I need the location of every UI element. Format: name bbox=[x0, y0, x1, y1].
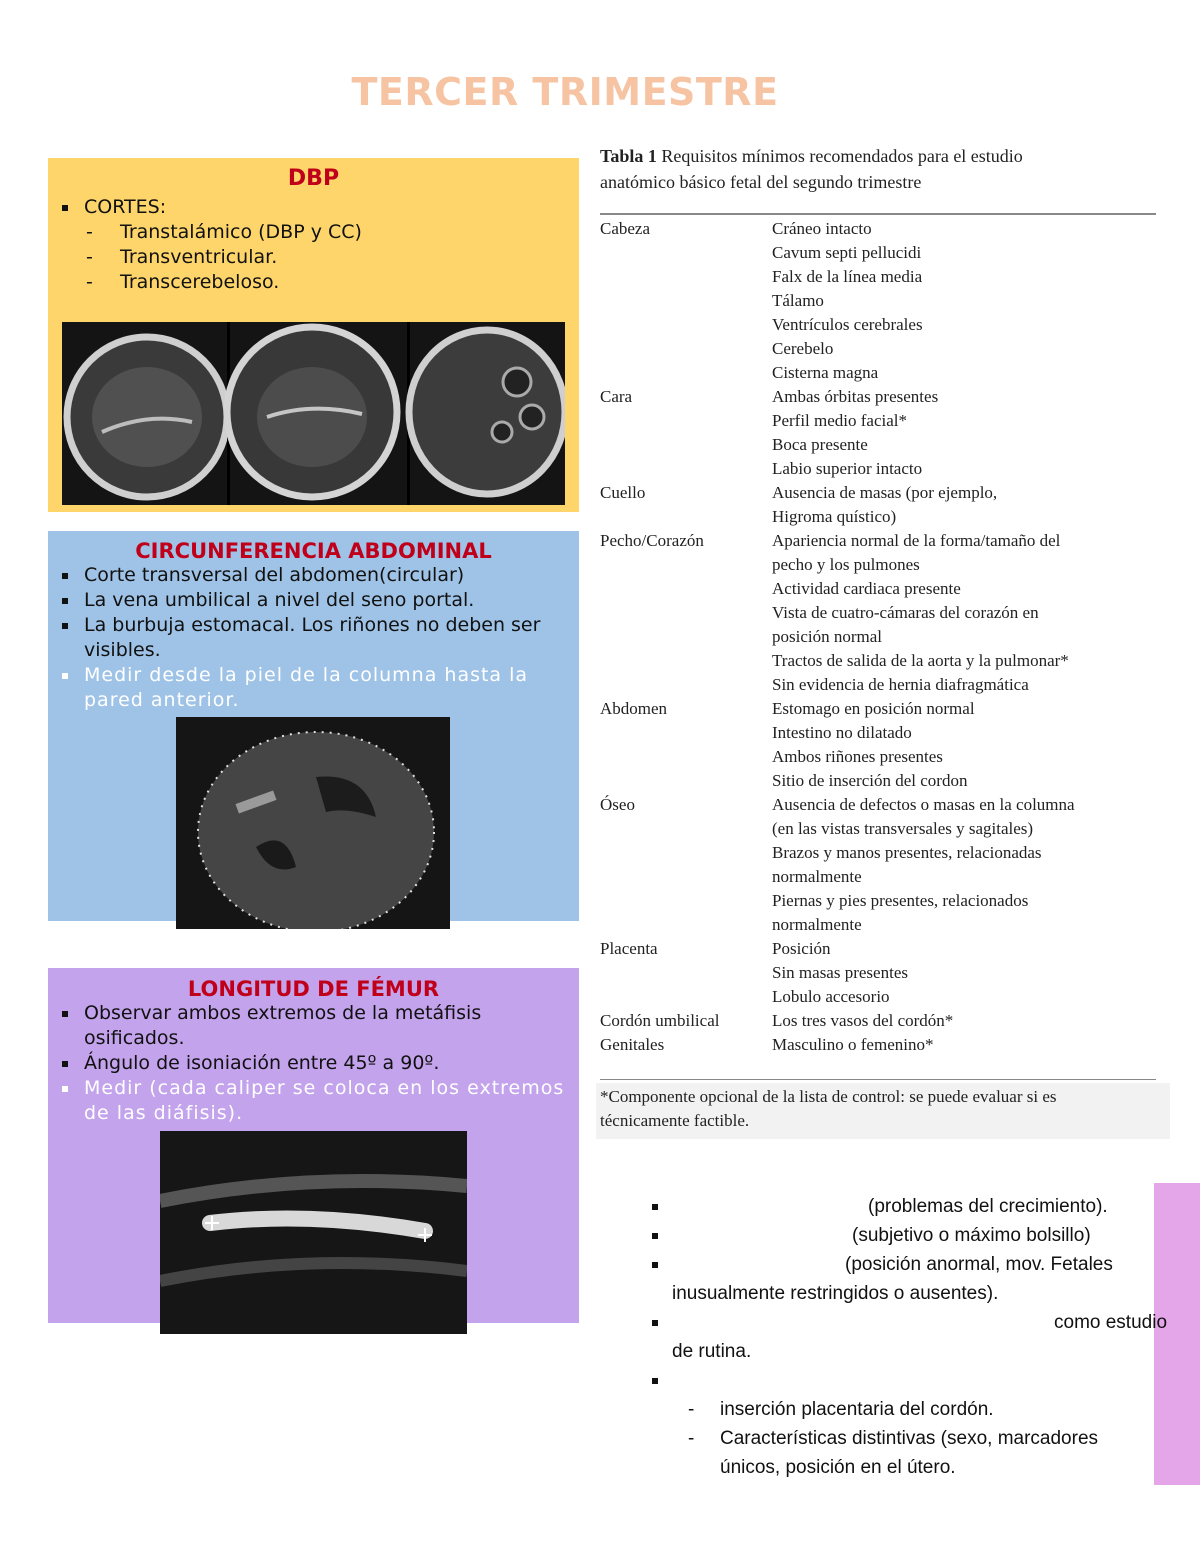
femur-bullet: Observar ambos extremos de la metáfisis osificados. bbox=[48, 1001, 579, 1051]
bullet-square-icon bbox=[652, 1233, 658, 1239]
table-cell-requirement: Vista de cuatro-cámaras del corazón en bbox=[772, 603, 1039, 622]
dbp-ultrasound-image bbox=[62, 322, 565, 505]
table-cell-requirement: Tractos de salida de la aorta y la pulmonar* bbox=[772, 651, 1069, 670]
list-item-continued bbox=[650, 1337, 1190, 1366]
table-row bbox=[600, 385, 1170, 409]
table-cell-category: Cordón umbilical bbox=[600, 1011, 720, 1030]
table-cell-requirement: Sitio de inserción del cordon bbox=[772, 771, 968, 790]
table-row bbox=[600, 649, 1170, 673]
table-cell-requirement: Piernas y pies presentes, relacionados bbox=[772, 891, 1029, 910]
table-row bbox=[600, 409, 1170, 433]
table-row bbox=[600, 313, 1170, 337]
table-row bbox=[600, 577, 1170, 601]
dbp-corte-item: - Transcerebeloso. bbox=[48, 270, 579, 295]
dash-marker: - bbox=[688, 1399, 695, 1420]
requirements-table bbox=[600, 217, 1170, 1057]
table-cell-requirement: Tálamo bbox=[772, 291, 824, 310]
abdominal-heading: CIRCUNFERENCIA ABDOMINAL bbox=[135, 539, 492, 563]
table-footnote-line: técnicamente factible. bbox=[600, 1111, 750, 1130]
table-cell-requirement: Ambas órbitas presentes bbox=[772, 387, 939, 406]
table-row bbox=[600, 601, 1170, 625]
list-item bbox=[650, 1221, 1190, 1250]
table-cell-requirement: Cerebelo bbox=[772, 339, 834, 358]
table-row bbox=[600, 265, 1170, 289]
list-item-text: (subjetivo o máximo bolsillo) bbox=[852, 1225, 1091, 1246]
table-cell-requirement: Intestino no dilatado bbox=[772, 723, 912, 742]
table-row bbox=[600, 625, 1170, 649]
table-cell-requirement: Boca presente bbox=[772, 435, 868, 454]
table-cell-requirement: Ausencia de defectos o masas en la columna bbox=[772, 795, 1075, 814]
sub-item-text: inserción placentaria del cordón. bbox=[720, 1399, 994, 1420]
table-row bbox=[600, 1009, 1170, 1033]
list-item-text: como estudio bbox=[1054, 1312, 1168, 1333]
table-cell-requirement: (en las vistas transversales y sagitales) bbox=[772, 819, 1034, 838]
bullet-square-icon bbox=[652, 1262, 658, 1268]
abdominal-bullets bbox=[48, 563, 579, 713]
sub-item-text: Características distintivas (sexo, marcadores bbox=[720, 1428, 1099, 1449]
table-row bbox=[600, 961, 1170, 985]
table-cell-category: Pecho/Corazón bbox=[600, 531, 704, 550]
table-cell-requirement: Ventrículos cerebrales bbox=[772, 315, 923, 334]
table-row bbox=[600, 769, 1170, 793]
dbp-heading: DBP bbox=[287, 166, 340, 191]
dbp-corte-item: - Transtalámico (DBP y CC) bbox=[48, 220, 579, 245]
table-cell-requirement: Ausencia de masas (por ejemplo, bbox=[772, 483, 998, 502]
right-bullet-list bbox=[650, 1192, 1190, 1482]
table-row bbox=[600, 241, 1170, 265]
table-cell-category: Cara bbox=[600, 387, 633, 406]
table-row bbox=[600, 721, 1170, 745]
table-row bbox=[600, 889, 1170, 913]
list-item-text: (problemas del crecimiento). bbox=[868, 1196, 1108, 1217]
dbp-corte-item: - Transventricular. bbox=[48, 245, 579, 270]
table-cell-requirement: Cisterna magna bbox=[772, 363, 879, 382]
table-cell-category: Cuello bbox=[600, 483, 646, 502]
sub-list-item bbox=[650, 1424, 1190, 1453]
table-row bbox=[600, 745, 1170, 769]
table-row bbox=[600, 529, 1170, 553]
dbp-cortes-list bbox=[48, 220, 579, 295]
page-title: TERCER TRIMESTRE bbox=[351, 70, 779, 114]
abdominal-bullet: La burbuja estomacal. Los riñones no deben ser visibles. bbox=[48, 613, 579, 663]
table-cell-requirement: Cavum septi pellucidi bbox=[772, 243, 922, 262]
table-cell-requirement: Sin evidencia de hernia diafragmática bbox=[772, 675, 1029, 694]
table-cell-category: Abdomen bbox=[600, 699, 668, 718]
bullet-square-icon bbox=[652, 1204, 658, 1210]
list-item bbox=[650, 1192, 1190, 1221]
list-item-continued bbox=[650, 1279, 1190, 1308]
femur-highlight: Medir (cada caliper se coloca en los extremos de las diáfisis). bbox=[48, 1076, 579, 1126]
table-row bbox=[600, 817, 1170, 841]
table-cell-requirement: Estomago en posición normal bbox=[772, 699, 975, 718]
table-row bbox=[600, 433, 1170, 457]
table-cell-category: Placenta bbox=[600, 939, 658, 958]
table-cell-requirement: Ambos riñones presentes bbox=[772, 747, 943, 766]
table-row bbox=[600, 289, 1170, 313]
dbp-bullet-cortes: CORTES: bbox=[48, 195, 579, 220]
sub-list-item bbox=[650, 1395, 1190, 1424]
abdominal-ultrasound-image bbox=[176, 717, 450, 929]
table-cell-requirement: Masculino o femenino* bbox=[772, 1035, 934, 1054]
table-footnote bbox=[596, 1083, 1170, 1139]
table-cell-requirement: normalmente bbox=[772, 867, 862, 886]
table-cell-requirement: Falx de la línea media bbox=[772, 267, 923, 286]
table-cell-requirement: Posición bbox=[772, 939, 831, 958]
dbp-bullets bbox=[48, 195, 579, 220]
list-item bbox=[650, 1250, 1190, 1279]
table-cell-requirement: Labio superior intacto bbox=[772, 459, 923, 478]
table-caption bbox=[600, 143, 1160, 195]
table-cell-requirement: Brazos y manos presentes, relacionadas bbox=[772, 843, 1042, 862]
table-footnote-line: *Componente opcional de la lista de control: se puede evaluar si es bbox=[600, 1087, 1057, 1106]
table-row bbox=[600, 553, 1170, 577]
table-caption-text: Requisitos mínimos recomendados para el estudio bbox=[656, 146, 1023, 166]
sub-list-item-continued bbox=[650, 1453, 1190, 1482]
table-cell-requirement: Actividad cardiaca presente bbox=[772, 579, 961, 598]
table-row bbox=[600, 865, 1170, 889]
table-row bbox=[600, 673, 1170, 697]
table-row bbox=[600, 937, 1170, 961]
table-caption-label: Tabla 1 bbox=[600, 146, 657, 166]
table-row bbox=[600, 457, 1170, 481]
table-cell-requirement: Perfil medio facial* bbox=[772, 411, 908, 430]
table-cell-requirement: Sin masas presentes bbox=[772, 963, 908, 982]
table-cell-requirement: Cráneo intacto bbox=[772, 219, 872, 238]
table-row bbox=[600, 793, 1170, 817]
abdominal-bullet: Corte transversal del abdomen(circular) bbox=[48, 563, 579, 588]
table-cell-requirement: Apariencia normal de la forma/tamaño del bbox=[772, 531, 1061, 550]
femur-ultrasound-image bbox=[160, 1131, 467, 1334]
table-row bbox=[600, 481, 1170, 505]
table-row bbox=[600, 361, 1170, 385]
table-cell-requirement: normalmente bbox=[772, 915, 862, 934]
bullet-square-icon bbox=[652, 1320, 658, 1326]
table-row bbox=[600, 985, 1170, 1009]
table-cell-requirement: Higroma quístico) bbox=[772, 507, 897, 526]
list-item bbox=[650, 1366, 1190, 1395]
dash-marker: - bbox=[688, 1428, 695, 1449]
table-cell-category: Cabeza bbox=[600, 219, 651, 238]
list-item-text: de rutina. bbox=[672, 1341, 752, 1362]
table-cell-requirement: posición normal bbox=[772, 627, 883, 646]
table-cell-category: Genitales bbox=[600, 1035, 665, 1054]
table-row bbox=[600, 1033, 1170, 1057]
table-row bbox=[600, 505, 1170, 529]
table-cell-requirement: Lobulo accesorio bbox=[772, 987, 890, 1006]
list-item bbox=[650, 1308, 1190, 1337]
bullet-square-icon bbox=[652, 1378, 658, 1384]
table-row bbox=[600, 697, 1170, 721]
table-row bbox=[600, 217, 1170, 241]
table-bottom-rule bbox=[600, 1079, 1156, 1080]
table-row bbox=[600, 337, 1170, 361]
femur-bullets bbox=[48, 1001, 579, 1126]
table-cell-requirement: Los tres vasos del cordón* bbox=[772, 1011, 954, 1030]
table-caption-text-2: anatómico básico fetal del segundo trimestre bbox=[600, 172, 922, 192]
femur-bullet: Ángulo de isoniación entre 45º a 90º. bbox=[48, 1051, 579, 1076]
abdominal-bullet: La vena umbilical a nivel del seno portal. bbox=[48, 588, 579, 613]
table-row bbox=[600, 913, 1170, 937]
femur-heading: LONGITUD DE FÉMUR bbox=[187, 977, 440, 1001]
list-item-text: inusualmente restringidos o ausentes). bbox=[672, 1283, 999, 1304]
table-top-rule bbox=[600, 213, 1156, 215]
list-item-text: (posición anormal, mov. Fetales bbox=[845, 1254, 1113, 1275]
table-row bbox=[600, 841, 1170, 865]
table-cell-requirement: pecho y los pulmones bbox=[772, 555, 920, 574]
abdominal-highlight: Medir desde la piel de la columna hasta la pared anterior. bbox=[48, 663, 579, 713]
table-cell-category: Óseo bbox=[600, 795, 635, 814]
sub-item-text: únicos, posición en el útero. bbox=[720, 1457, 956, 1478]
